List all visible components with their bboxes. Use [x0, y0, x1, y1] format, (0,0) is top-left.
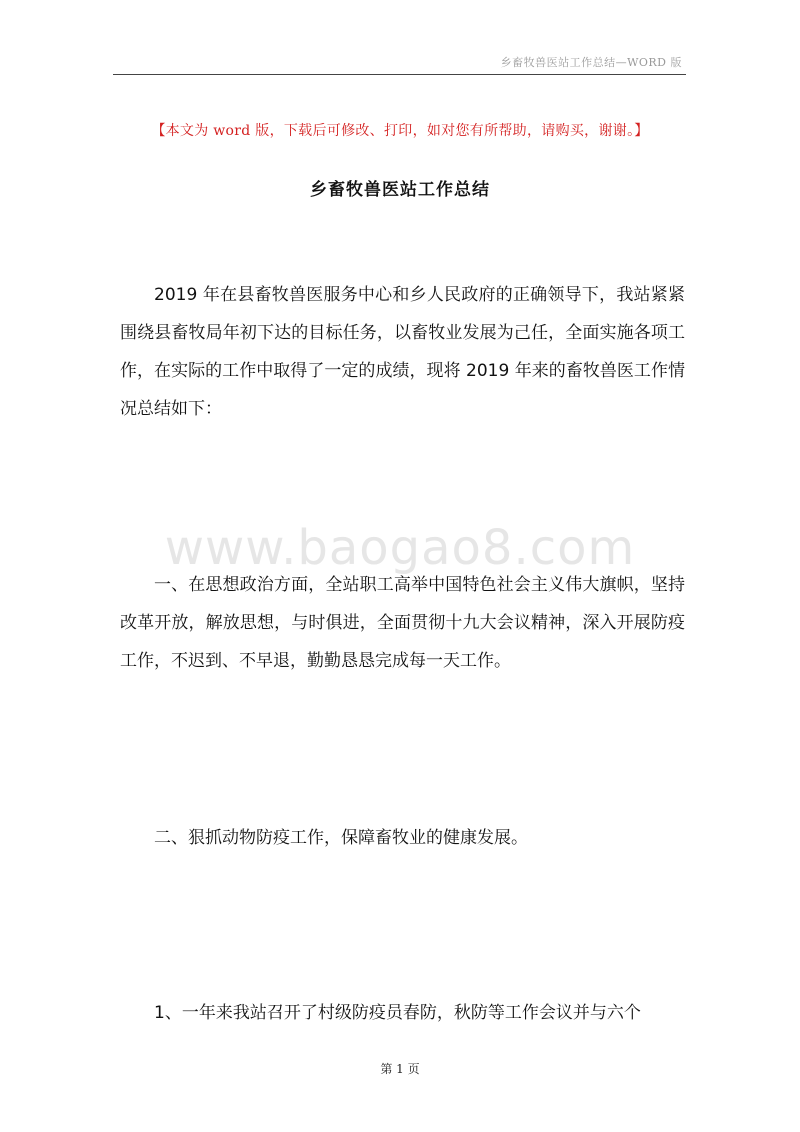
running-header: 乡畜牧兽医站工作总结—WORD 版	[500, 56, 682, 69]
paragraph-intro: 2019 年在县畜牧兽医服务中心和乡人民政府的正确领导下，我站紧紧围绕县畜牧局年初下达的目标任务，以畜牧业发展为己任，全面实施各项工作，在实际的工作中取得了一定的成绩，现将 2019 年来的畜牧兽医工作情况总结如下：	[120, 285, 685, 419]
paragraph-item-1: 1、一年来我站召开了村级防疫员春防，秋防等工作会议并与六个	[154, 1003, 641, 1023]
header-divider	[113, 74, 686, 75]
purchase-notice: 【本文为 word 版，下载后可修改、打印，如对您有所帮助，请购买，谢谢。】	[151, 123, 649, 139]
paragraph-section-2: 二、狠抓动物防疫工作，保障畜牧业的健康发展。	[154, 828, 528, 848]
paragraph-section-1: 一、在思想政治方面，全站职工高举中国特色社会主义伟大旗帜，坚持改革开放，解放思想，与时俱进，全面贯彻十九大会议精神，深入开展防疫工作，不迟到、不早退，勤勤恳恳完成每一天工作。	[120, 575, 685, 671]
page-number: 第 1 页	[380, 1062, 420, 1076]
watermark: www.baogao8.com	[164, 520, 636, 576]
document-title: 乡畜牧兽医站工作总结	[310, 180, 490, 200]
